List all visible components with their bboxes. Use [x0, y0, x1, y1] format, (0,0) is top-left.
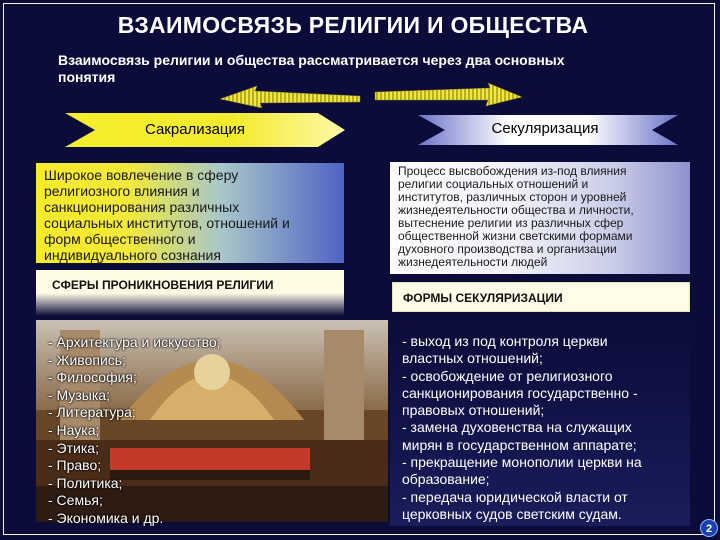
forms-heading: ФОРМЫ СЕКУЛЯРИЗАЦИИ — [392, 282, 690, 312]
description-line: духовного производства и организации — [398, 242, 617, 256]
list-item: - Литература; — [48, 404, 136, 421]
secularization-label: Секуляризация — [491, 120, 599, 137]
list-item: - Наука; — [48, 421, 100, 438]
description-line: общественной жизни светскими формами — [398, 229, 633, 243]
slide-title: ВЗАИМОСВЯЗЬ РЕЛИГИИ И ОБЩЕСТВА — [117, 12, 589, 38]
list-item: - Этика; — [48, 439, 99, 456]
secularization-description — [390, 162, 690, 274]
list-item: мирян в государственном аппарате; — [402, 436, 637, 453]
description-line: религиозного влияния и — [44, 183, 200, 199]
description-line: социальных институтов, отношений и — [44, 215, 290, 231]
list-item: - Философия; — [48, 369, 137, 386]
arrow-to-sacralization — [220, 86, 360, 108]
list-item: - Политика; — [48, 474, 123, 491]
list-item: - Архитектура и искусство; — [48, 334, 221, 350]
description-line: Процесс высвобождения из-под влияния — [398, 164, 627, 178]
list-item: - Право; — [48, 457, 102, 474]
description-line: жизнедеятельности общества и личности, — [398, 203, 634, 217]
forms-list — [390, 319, 690, 526]
description-line: Широкое вовлечение в сферу — [44, 167, 239, 183]
description-line: религии социальных отношений и — [398, 177, 589, 191]
list-item: санкционирования государственно - — [402, 384, 638, 401]
list-item: - Живопись; — [48, 351, 126, 368]
sacralization-label: Сакрализация — [144, 121, 246, 138]
list-item: церковных судов светским судам. — [402, 505, 622, 522]
description-line: санкционирования различных — [44, 199, 240, 215]
list-item: образование; — [402, 471, 490, 488]
description-line: вытеснение религии из различных сфер — [398, 216, 624, 230]
description-line: институтов, различных сторон и уровней — [398, 190, 627, 204]
sacralization-description — [36, 163, 344, 263]
list-item: - Экономика и др. — [48, 509, 164, 526]
spheres-list — [48, 334, 318, 528]
description-line: индивидуального сознания — [44, 247, 221, 263]
list-item: - прекращение монополии церкви на — [402, 454, 642, 471]
arrow-to-secularization — [375, 83, 522, 106]
list-item: - освобождение от религиозного — [402, 367, 613, 384]
list-item: - Музыка; — [48, 386, 110, 403]
list-item: - передача юридической власти от — [402, 488, 628, 505]
description-line: жизнедеятельности людей — [398, 255, 548, 269]
list-item: властных отношений; — [402, 350, 543, 367]
list-item: - выход из под контроля церкви — [402, 333, 608, 349]
page-number-icon[interactable]: 2 — [700, 519, 718, 537]
intro-line-1: Взаимосвязь религии и общества рассматривается через два основных — [58, 52, 565, 68]
list-item: - Семья; — [48, 492, 103, 509]
intro-line-2: понятия — [58, 69, 116, 85]
description-line: форм общественного и — [44, 231, 196, 247]
spheres-heading: СФЕРЫ ПРОНИКНОВЕНИЯ РЕЛИГИИ — [36, 270, 344, 316]
list-item: правовых отношений; — [402, 402, 545, 419]
list-item: - замена духовенства на служащих — [402, 419, 632, 436]
